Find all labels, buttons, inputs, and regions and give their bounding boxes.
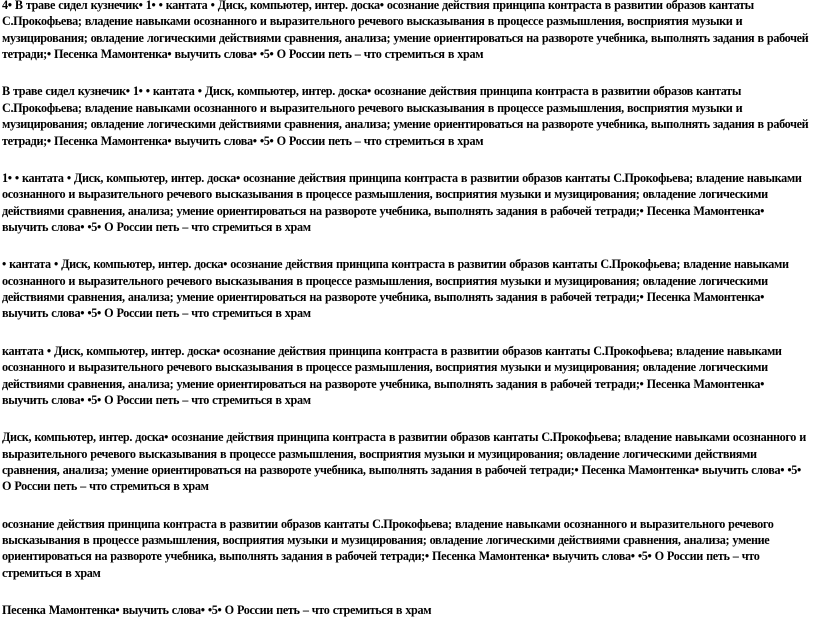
paragraph-8: Песенка Мамонтенка• выучить слова• •5• О России петь – что стремиться в храм — [2, 602, 432, 617]
paragraph-4: • кантата • Диск, компьютер, интер. доска• осознание действия принципа контраста в развитии образов кантаты С.Прокофьева; владение навыками осознанного и выразительного речевого высказывания в процессе размышления, восприятия музыки и музицирования; овладение логическими действиями сравнения, анализа; умение ориентироваться на развороте учебника, выполнять задания в рабочей тетради;• Песенка Мамонтенка• выучить слова• •5• О России петь – что стремиться в храм — [2, 257, 789, 321]
paragraph-5: кантата • Диск, компьютер, интер. доска• осознание действия принципа контраста в развитии образов кантаты С.Прокофьева; владение навыками осознанного и выразительного речевого высказывания в процессе размышления, восприятия музыки и музицирования; овладение логическими действиями сравнения, анализа; умение ориентироваться на развороте учебника, выполнять задания в рабочей тетради;• Песенка Мамонтенка• выучить слова• •5• О России петь – что стремиться в храм — [2, 343, 782, 407]
paragraph-3: 1• • кантата • Диск, компьютер, интер. доска• осознание действия принципа контраста в развитии образов кантаты С.Прокофьева; владение навыками осознанного и выразительного речевого высказывания в процессе размышления, восприятия музыки и музицирования; овладение логическими действиями сравнения, анализа; умение ориентироваться на развороте учебника, выполнять задания в рабочей тетради;• Песенка Мамонтенка• выучить слова• •5• О России петь – что стремиться в храм — [2, 170, 802, 235]
paragraph-1: 4• В траве сидел кузнечик• 1• • кантата • Диск, компьютер, интер. доска• осознание действия принципа контраста в развитии образов кантаты С.Прокофьева; владение навыками осознанного и выразительного речевого высказывания в процессе размышления, восприятия музыки и музицирования; овладение логическими действиями сравнения, анализа; умение ориентироваться на развороте учебника, выполнять задания в рабочей тетради;• Песенка Мамонтенка• выучить слова• •5• О России петь – что стремиться в храм — [2, 0, 809, 62]
paragraph-7: осознание действия принципа контраста в развитии образов кантаты С.Прокофьева; владение навыками осознанного и выразительного речевого высказывания в процессе размышления, восприятия музыки и музицирования; овладение логическими действиями сравнения, анализа; умение ориентироваться на развороте учебника, выполнять задания в рабочей тетради;• Песенка Мамонтенка• выучить слова• •5• О России петь – что стремиться в храм — [2, 516, 774, 580]
paragraph-6: Диск, компьютер, интер. доска• осознание действия принципа контраста в развитии образов кантаты С.Прокофьева; владение навыками осознанного и выразительного речевого высказывания в процессе размышления, восприятия музыки и музицирования; овладение логическими действиями сравнения, анализа; умение ориентироваться на развороте учебника, выполнять задания в рабочей тетради;• Песенка Мамонтенка• выучить слова• •5• О России петь – что стремиться в храм — [2, 430, 806, 494]
paragraph-2: В траве сидел кузнечик• 1• • кантата • Диск, компьютер, интер. доска• осознание действия принципа контраста в развитии образов кантаты С.Прокофьева; владение навыками осознанного и выразительного речевого высказывания в процессе размышления, восприятия музыки и музицирования; овладение логическими действиями сравнения, анализа; умение ориентироваться на развороте учебника, выполнять задания в рабочей тетради;• Песенка Мамонтенка• выучить слова• •5• О России петь – что стремиться в храм — [2, 84, 809, 148]
